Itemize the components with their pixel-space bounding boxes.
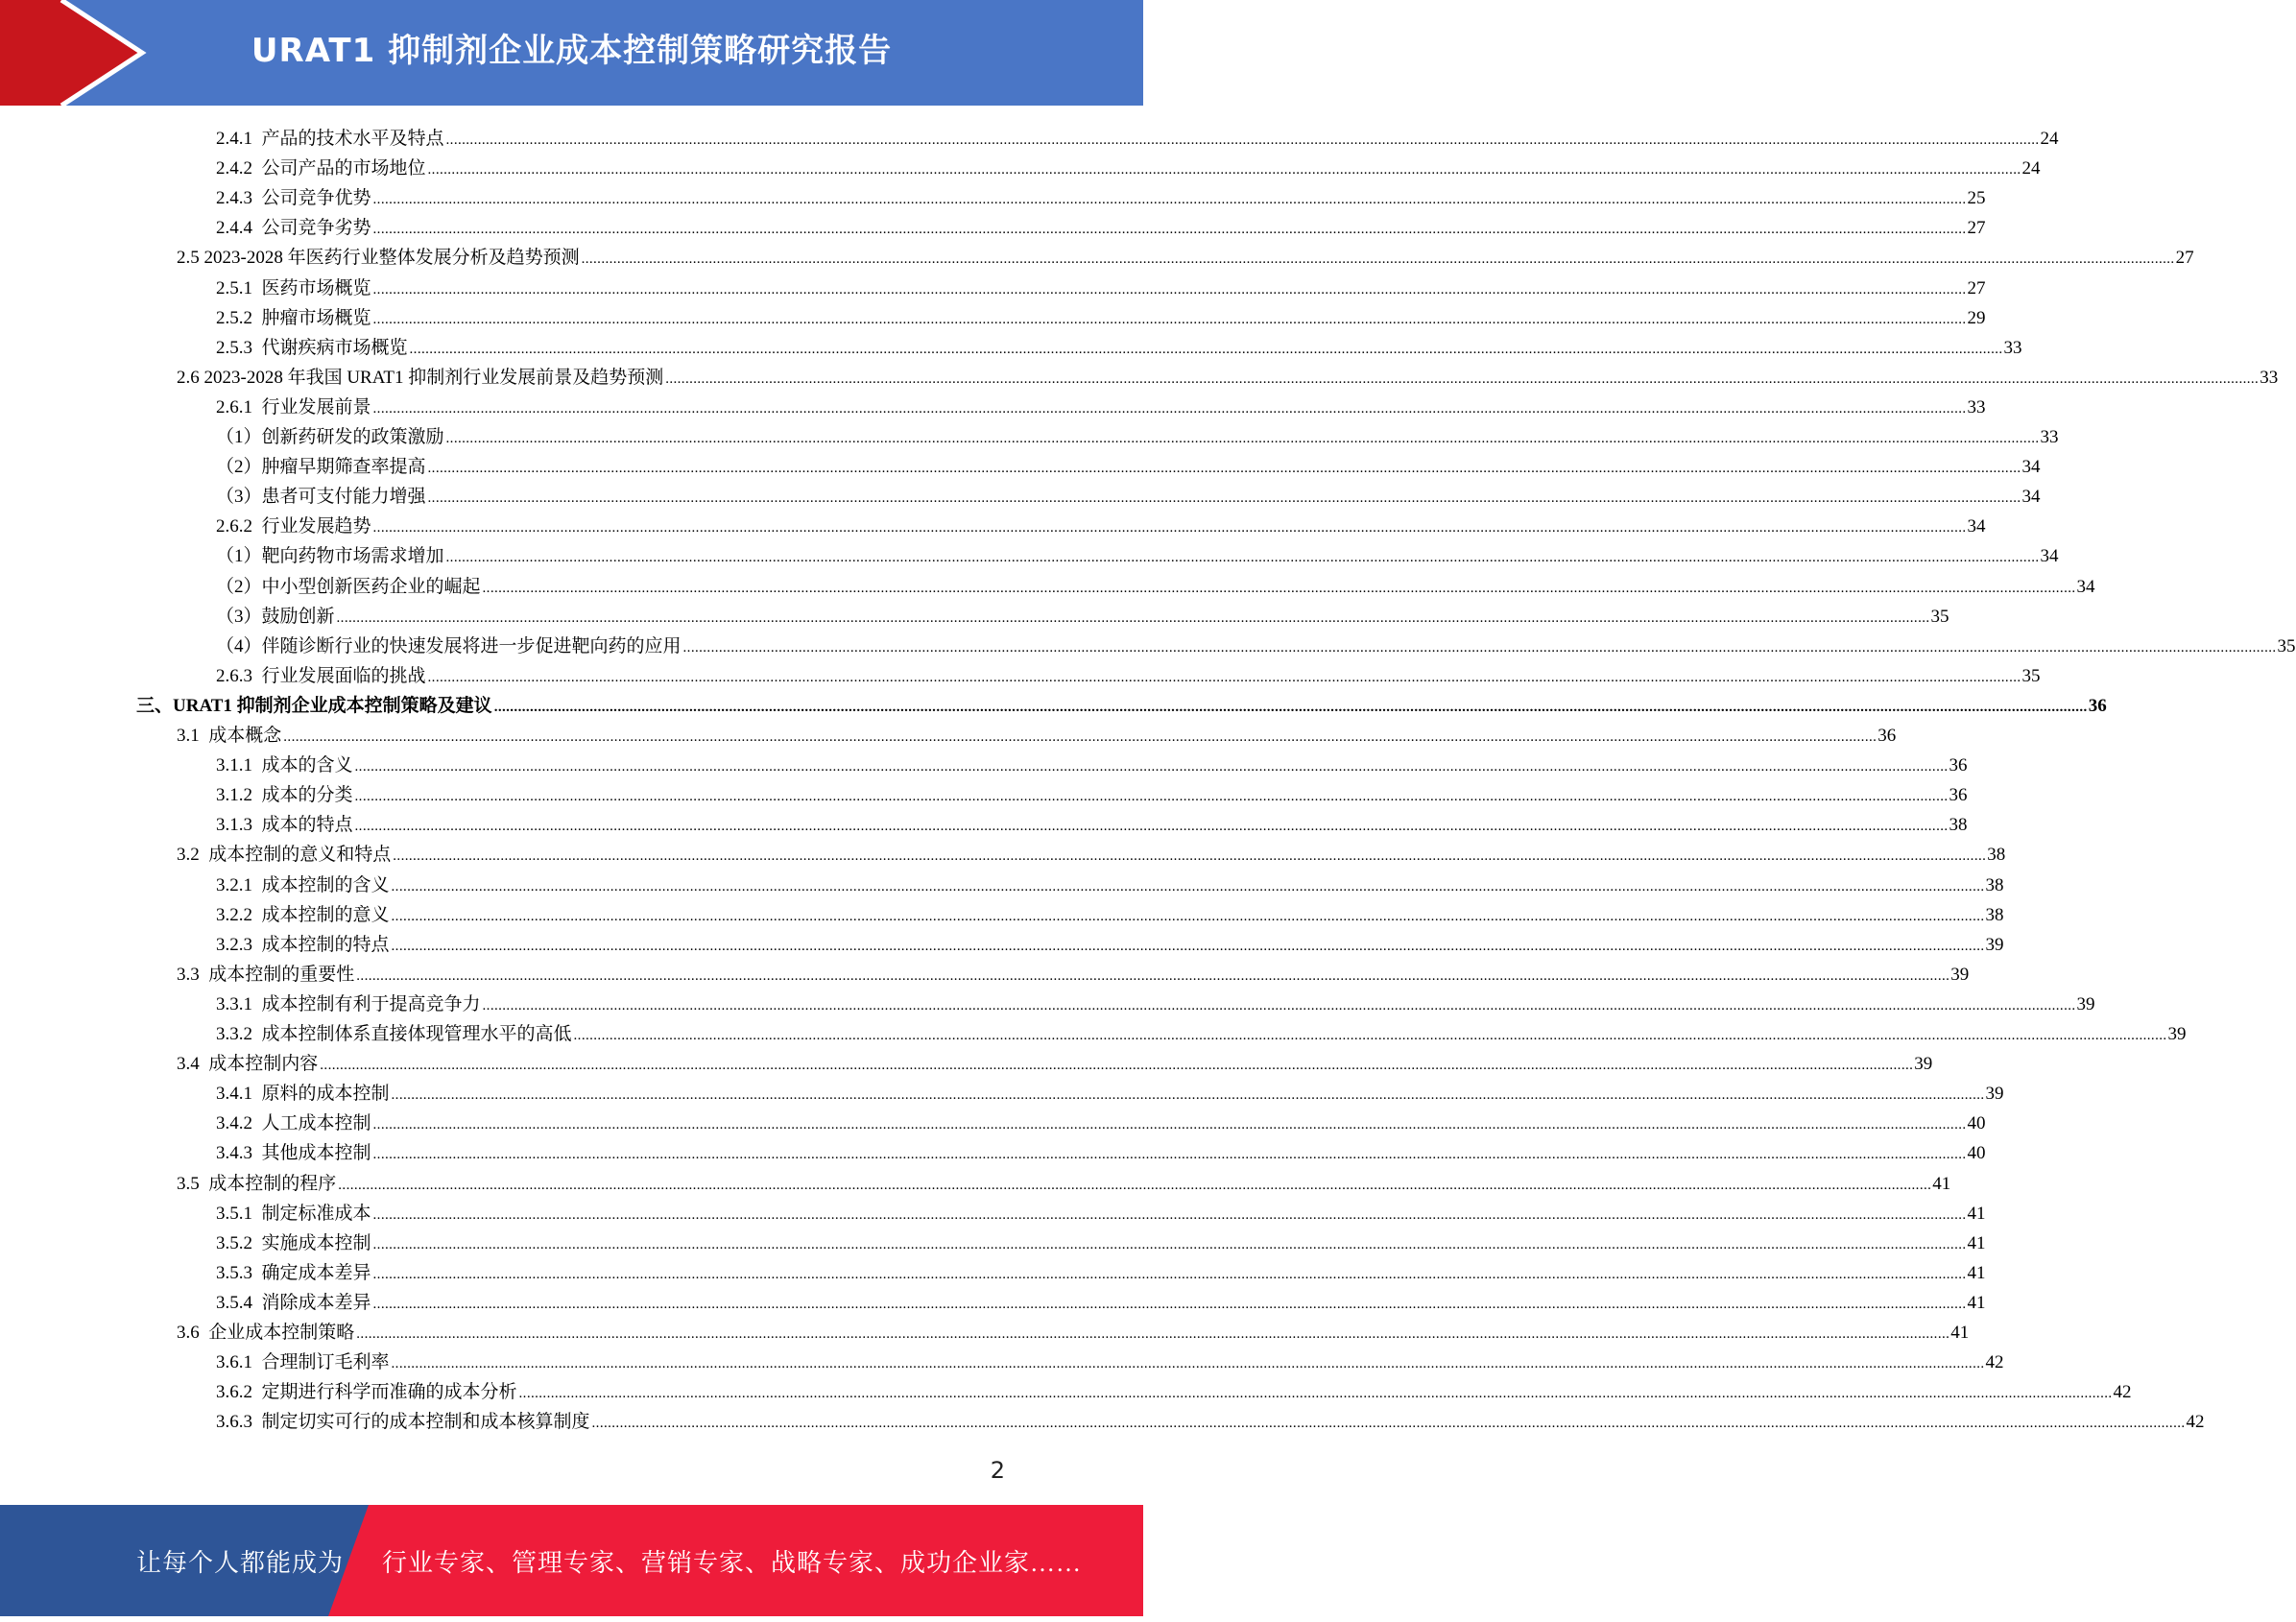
toc-entry-title: 2.4.3 公司竞争优势 <box>216 188 371 209</box>
toc-leader-dots: ................................................................................................................................................................................................................................................................................................................................................................................................................ <box>320 1058 1914 1074</box>
toc-entry[interactable] <box>177 837 2006 867</box>
toc-leader-dots: ................................................................................................................................................................................................................................................................................................................................................................................................................ <box>391 1356 1985 1372</box>
toc-entry-page: 34 <box>2040 546 2059 567</box>
footer-slogan-left: 让每个人都能成为 <box>136 1549 345 1577</box>
toc-entry-page: 42 <box>2186 1412 2205 1433</box>
toc-entry[interactable] <box>216 271 1986 300</box>
toc-entry-title: 3.6.2 定期进行科学而准确的成本分析 <box>216 1382 517 1403</box>
toc-leader-dots: ................................................................................................................................................................................................................................................................................................................................................................................................................ <box>372 192 1967 208</box>
toc-entry-page: 27 <box>1967 218 1986 239</box>
toc-entry-page: 38 <box>1987 845 2006 866</box>
toc-leader-dots: ................................................................................................................................................................................................................................................................................................................................................................................................................ <box>372 222 1967 238</box>
toc-leader-dots: ................................................................................................................................................................................................................................................................................................................................................................................................................ <box>493 699 2088 715</box>
toc-entry-title: 3.6.1 合理制订毛利率 <box>216 1352 390 1373</box>
toc-entry-page: 35 <box>2277 635 2296 656</box>
toc-leader-dots: ................................................................................................................................................................................................................................................................................................................................................................................................................ <box>356 967 1950 984</box>
toc-entry[interactable] <box>216 807 1968 837</box>
toc-entry-page: 27 <box>1967 277 1986 298</box>
toc-entry-title: 3.3.1 成本控制有利于提高竞争力 <box>216 993 481 1014</box>
toc-entry-title: 3.5.1 制定标准成本 <box>216 1203 371 1224</box>
toc-entry[interactable] <box>216 599 1949 629</box>
toc-leader-dots: ................................................................................................................................................................................................................................................................................................................................................................................................................ <box>391 878 1985 894</box>
page-footer <box>0 1505 1143 1616</box>
toc-entry-page: 24 <box>2021 158 2041 179</box>
toc-entry-page: 36 <box>1949 755 1968 776</box>
toc-entry[interactable] <box>216 509 1986 538</box>
toc-entry-title: 3.1.1 成本的含义 <box>216 755 353 776</box>
toc-entry-title: 3.5.2 实施成本控制 <box>216 1232 371 1253</box>
toc-leader-dots: ................................................................................................................................................................................................................................................................................................................................................................................................................ <box>372 1117 1967 1133</box>
toc-entry[interactable] <box>216 569 2095 599</box>
toc-entry[interactable] <box>216 151 2041 180</box>
toc-entry-page: 33 <box>2003 337 2022 358</box>
toc-entry-title: 3.4.1 原料的成本控制 <box>216 1084 390 1105</box>
toc-leader-dots: ................................................................................................................................................................................................................................................................................................................................................................................................................ <box>336 609 1930 626</box>
toc-leader-dots: ................................................................................................................................................................................................................................................................................................................................................................................................................ <box>518 1386 2113 1402</box>
toc-entry-title: 3.2.3 成本控制的特点 <box>216 934 390 955</box>
red-arrow-decoration <box>0 0 192 106</box>
toc-entry-page: 41 <box>1932 1173 1951 1194</box>
toc-entry-title: 3.3 成本控制的重要性 <box>177 964 355 985</box>
toc-entry-page: 39 <box>1985 1084 2004 1105</box>
page-header <box>0 0 1143 106</box>
toc-entry[interactable] <box>216 748 1968 777</box>
toc-entry-page: 34 <box>1967 516 1986 537</box>
toc-leader-dots: ................................................................................................................................................................................................................................................................................................................................................................................................................ <box>445 550 2040 566</box>
toc-entry[interactable] <box>177 957 1970 987</box>
toc-entry-title: 3.3.2 成本控制体系直接体现管理水平的高低 <box>216 1024 572 1044</box>
toc-entry-page: 33 <box>2260 367 2279 388</box>
toc-entry[interactable] <box>216 1374 2132 1404</box>
toc-leader-dots: ................................................................................................................................................................................................................................................................................................................................................................................................................ <box>391 908 1985 924</box>
toc-entry[interactable] <box>216 1226 1986 1255</box>
toc-leader-dots: ................................................................................................................................................................................................................................................................................................................................................................................................................ <box>665 370 2260 387</box>
toc-entry-page: 34 <box>2021 457 2041 478</box>
toc-entry-title: 2.5.2 肿瘤市场概览 <box>216 307 371 328</box>
toc-entry[interactable] <box>216 1285 1986 1315</box>
toc-entry-page: 38 <box>1949 815 1968 836</box>
toc-entry-page: 41 <box>1967 1292 1986 1313</box>
toc-entry[interactable] <box>177 1315 1970 1345</box>
toc-leader-dots: ................................................................................................................................................................................................................................................................................................................................................................................................................ <box>409 341 2003 357</box>
toc-leader-dots: ................................................................................................................................................................................................................................................................................................................................................................................................................ <box>682 639 2277 656</box>
toc-entry-title: 2.5.3 代谢疾病市场概览 <box>216 337 408 358</box>
toc-entry-title: 2.5 2023-2028 年医药行业整体发展分析及趋势预测 <box>177 248 580 269</box>
toc-entry-page: 34 <box>2076 576 2095 597</box>
toc-entry-title: 2.6.1 行业发展前景 <box>216 396 371 417</box>
toc-entry-page: 42 <box>2113 1382 2132 1403</box>
toc-entry-title: 3.1.3 成本的特点 <box>216 815 353 836</box>
toc-entry-title: 3.2 成本控制的意义和特点 <box>177 845 392 866</box>
toc-entry-title: 3.5.3 确定成本差异 <box>216 1262 371 1283</box>
toc-entry-page: 36 <box>1877 726 1897 746</box>
toc-leader-dots: ................................................................................................................................................................................................................................................................................................................................................................................................................ <box>354 789 1949 805</box>
toc-leader-dots: ................................................................................................................................................................................................................................................................................................................................................................................................................ <box>391 1087 1985 1104</box>
toc-entry-title: 3.4.2 人工成本控制 <box>216 1113 371 1134</box>
toc-entry[interactable] <box>216 1345 2004 1374</box>
toc-entry[interactable] <box>216 538 2059 568</box>
toc-leader-dots: ................................................................................................................................................................................................................................................................................................................................................................................................................ <box>338 1177 1932 1193</box>
toc-leader-dots: ................................................................................................................................................................................................................................................................................................................................................................................................................ <box>581 251 2175 268</box>
toc-leader-dots: ................................................................................................................................................................................................................................................................................................................................................................................................................ <box>427 490 2021 507</box>
toc-entry-title: 2.4.2 公司产品的市场地位 <box>216 158 426 179</box>
toc-leader-dots: ................................................................................................................................................................................................................................................................................................................................................................................................................ <box>372 1147 1967 1163</box>
toc-entry-title: 3.6.3 制定切实可行的成本控制和成本核算制度 <box>216 1412 590 1433</box>
toc-leader-dots: ................................................................................................................................................................................................................................................................................................................................................................................................................ <box>482 997 2076 1014</box>
page-number: 2 <box>990 1457 1005 1484</box>
toc-entry-title: 3.5 成本控制的程序 <box>177 1173 337 1194</box>
toc-entry-page: 35 <box>2021 665 2041 686</box>
toc-entry-title: （1）靶向药物市场需求增加 <box>216 546 444 567</box>
toc-entry-title: 三、URAT1 抑制剂企业成本控制策略及建议 <box>136 695 492 716</box>
toc-entry-page: 39 <box>1985 934 2004 955</box>
toc-leader-dots: ................................................................................................................................................................................................................................................................................................................................................................................................................ <box>591 1416 2186 1432</box>
toc-entry-title: （1）创新药研发的政策激励 <box>216 427 444 447</box>
toc-entry-title: 3.1 成本概念 <box>177 726 282 746</box>
toc-entry[interactable] <box>177 718 1897 748</box>
toc-entry-title: 3.2.1 成本控制的含义 <box>216 874 390 895</box>
toc-entry-title: 3.4.3 其他成本控制 <box>216 1143 371 1164</box>
toc-entry[interactable] <box>216 987 2095 1016</box>
toc-entry[interactable] <box>216 629 2296 658</box>
toc-leader-dots: ................................................................................................................................................................................................................................................................................................................................................................................................................ <box>354 759 1949 775</box>
toc-entry-title: 2.4.1 产品的技术水平及特点 <box>216 129 444 149</box>
toc-entry-page: 39 <box>2167 1024 2187 1044</box>
toc-entry-page: 41 <box>1967 1232 1986 1253</box>
toc-entry[interactable] <box>216 897 2004 927</box>
toc-leader-dots: ................................................................................................................................................................................................................................................................................................................................................................................................................ <box>445 132 2040 148</box>
toc-entry-title: 2.5.1 医药市场概览 <box>216 277 371 298</box>
toc-entry[interactable] <box>216 1016 2187 1046</box>
toc-entry-title: 3.2.2 成本控制的意义 <box>216 904 390 925</box>
toc-entry[interactable] <box>216 1076 2004 1106</box>
toc-entry-page: 29 <box>1967 307 1986 328</box>
toc-entry-title: 2.4.4 公司竞争劣势 <box>216 218 371 239</box>
toc-leader-dots: ................................................................................................................................................................................................................................................................................................................................................................................................................ <box>427 669 2021 685</box>
toc-entry-page: 39 <box>2076 993 2095 1014</box>
toc-entry[interactable] <box>216 419 2059 449</box>
toc-entry[interactable] <box>216 1196 1986 1226</box>
toc-entry[interactable] <box>216 1106 1986 1135</box>
toc-entry[interactable] <box>177 360 2279 390</box>
toc-entry[interactable] <box>216 927 2004 957</box>
toc-entry-title: 3.1.2 成本的分类 <box>216 785 353 806</box>
toc-entry-title: 2.6.3 行业发展面临的挑战 <box>216 665 426 686</box>
toc-entry-page: 40 <box>1967 1143 1986 1164</box>
toc-leader-dots: ................................................................................................................................................................................................................................................................................................................................................................................................................ <box>283 729 1877 745</box>
toc-entry[interactable] <box>216 868 2004 897</box>
toc-leader-dots: ................................................................................................................................................................................................................................................................................................................................................................................................................ <box>356 1326 1950 1342</box>
toc-entry[interactable] <box>177 240 2194 270</box>
toc-entry-title: 2.6.2 行业发展趋势 <box>216 516 371 537</box>
toc-leader-dots: ................................................................................................................................................................................................................................................................................................................................................................................................................ <box>372 520 1967 537</box>
toc-entry[interactable] <box>216 1255 1986 1285</box>
toc-entry-title: 2.6 2023-2028 年我国 URAT1 抑制剂行业发展前景及趋势预测 <box>177 367 664 388</box>
toc-entry-title: （3）患者可支付能力增强 <box>216 487 426 508</box>
toc-entry[interactable] <box>216 390 1986 419</box>
toc-entry-page: 33 <box>2040 427 2059 447</box>
toc-entry-title: （4）伴随诊断行业的快速发展将进一步促进靶向药的应用 <box>216 635 682 656</box>
toc-entry[interactable] <box>216 300 1986 330</box>
toc-entry-page: 24 <box>2040 129 2059 149</box>
toc-entry-page: 27 <box>2175 248 2194 269</box>
toc-entry[interactable] <box>216 479 2041 509</box>
toc-leader-dots: ................................................................................................................................................................................................................................................................................................................................................................................................................ <box>372 1296 1967 1312</box>
toc-leader-dots: ................................................................................................................................................................................................................................................................................................................................................................................................................ <box>482 580 2076 596</box>
toc-entry[interactable] <box>216 210 1986 240</box>
toc-leader-dots: ................................................................................................................................................................................................................................................................................................................................................................................................................ <box>445 431 2040 446</box>
toc-leader-dots: ................................................................................................................................................................................................................................................................................................................................................................................................................ <box>372 1266 1967 1282</box>
toc-leader-dots: ................................................................................................................................................................................................................................................................................................................................................................................................................ <box>372 281 1967 298</box>
toc-entry-page: 35 <box>1930 606 1949 627</box>
toc-entry[interactable] <box>216 449 2041 479</box>
toc-entry-page: 41 <box>1967 1203 1986 1224</box>
toc-entry[interactable] <box>216 1404 2205 1434</box>
toc-leader-dots: ................................................................................................................................................................................................................................................................................................................................................................................................................ <box>354 819 1949 835</box>
toc-entry[interactable] <box>216 121 2059 151</box>
toc-entry-page: 41 <box>1950 1323 1970 1343</box>
toc-leader-dots: ................................................................................................................................................................................................................................................................................................................................................................................................................ <box>372 1206 1967 1223</box>
toc-leader-dots: ................................................................................................................................................................................................................................................................................................................................................................................................................ <box>427 162 2021 179</box>
toc-entry[interactable] <box>177 1166 1951 1196</box>
toc-entry[interactable] <box>216 777 1968 807</box>
toc-entry[interactable] <box>216 180 1986 210</box>
toc-leader-dots: ................................................................................................................................................................................................................................................................................................................................................................................................................ <box>393 848 1987 865</box>
toc-entry-page: 39 <box>1950 964 1970 985</box>
toc-entry-page: 40 <box>1967 1113 1986 1134</box>
toc-entry-page: 38 <box>1985 904 2004 925</box>
toc-entry-page: 25 <box>1967 188 1986 209</box>
toc-entry-page: 34 <box>2021 487 2041 508</box>
report-title: URAT1 抑制剂企业成本控制策略研究报告 <box>251 32 893 70</box>
toc-entry-title: 3.4 成本控制内容 <box>177 1054 319 1075</box>
toc-entry-page: 36 <box>1949 785 1968 806</box>
toc-leader-dots: ................................................................................................................................................................................................................................................................................................................................................................................................................ <box>372 311 1967 327</box>
toc-entry[interactable] <box>136 688 2107 718</box>
toc-entry-page: 41 <box>1967 1262 1986 1283</box>
toc-entry-page: 33 <box>1967 396 1986 417</box>
toc-leader-dots: ................................................................................................................................................................................................................................................................................................................................................................................................................ <box>372 1236 1967 1252</box>
toc-leader-dots: ................................................................................................................................................................................................................................................................................................................................................................................................................ <box>372 400 1967 417</box>
footer-slogan-right: 行业专家、管理专家、营销专家、战略专家、成功企业家…… <box>382 1549 1083 1577</box>
toc-entry-title: （3）鼓励创新 <box>216 606 335 627</box>
toc-entry-title: 3.5.4 消除成本差异 <box>216 1292 371 1313</box>
toc-entry[interactable] <box>216 658 2041 688</box>
toc-leader-dots: ................................................................................................................................................................................................................................................................................................................................................................................................................ <box>573 1028 2167 1043</box>
toc-entry-title: （2）中小型创新医药企业的崛起 <box>216 576 481 597</box>
toc-leader-dots: ................................................................................................................................................................................................................................................................................................................................................................................................................ <box>427 461 2021 477</box>
toc-entry[interactable] <box>216 1135 1986 1165</box>
toc-entry[interactable] <box>216 330 2022 360</box>
toc-entry-title: （2）肿瘤早期筛查率提高 <box>216 457 426 478</box>
toc-entry[interactable] <box>177 1046 1933 1076</box>
toc-entry-page: 36 <box>2088 695 2107 716</box>
toc-entry-page: 39 <box>1914 1054 1933 1075</box>
toc-entry-title: 3.6 企业成本控制策略 <box>177 1323 355 1343</box>
toc-leader-dots: ................................................................................................................................................................................................................................................................................................................................................................................................................ <box>391 938 1985 954</box>
toc-entry-page: 38 <box>1985 874 2004 895</box>
toc-entry-page: 42 <box>1985 1352 2004 1373</box>
